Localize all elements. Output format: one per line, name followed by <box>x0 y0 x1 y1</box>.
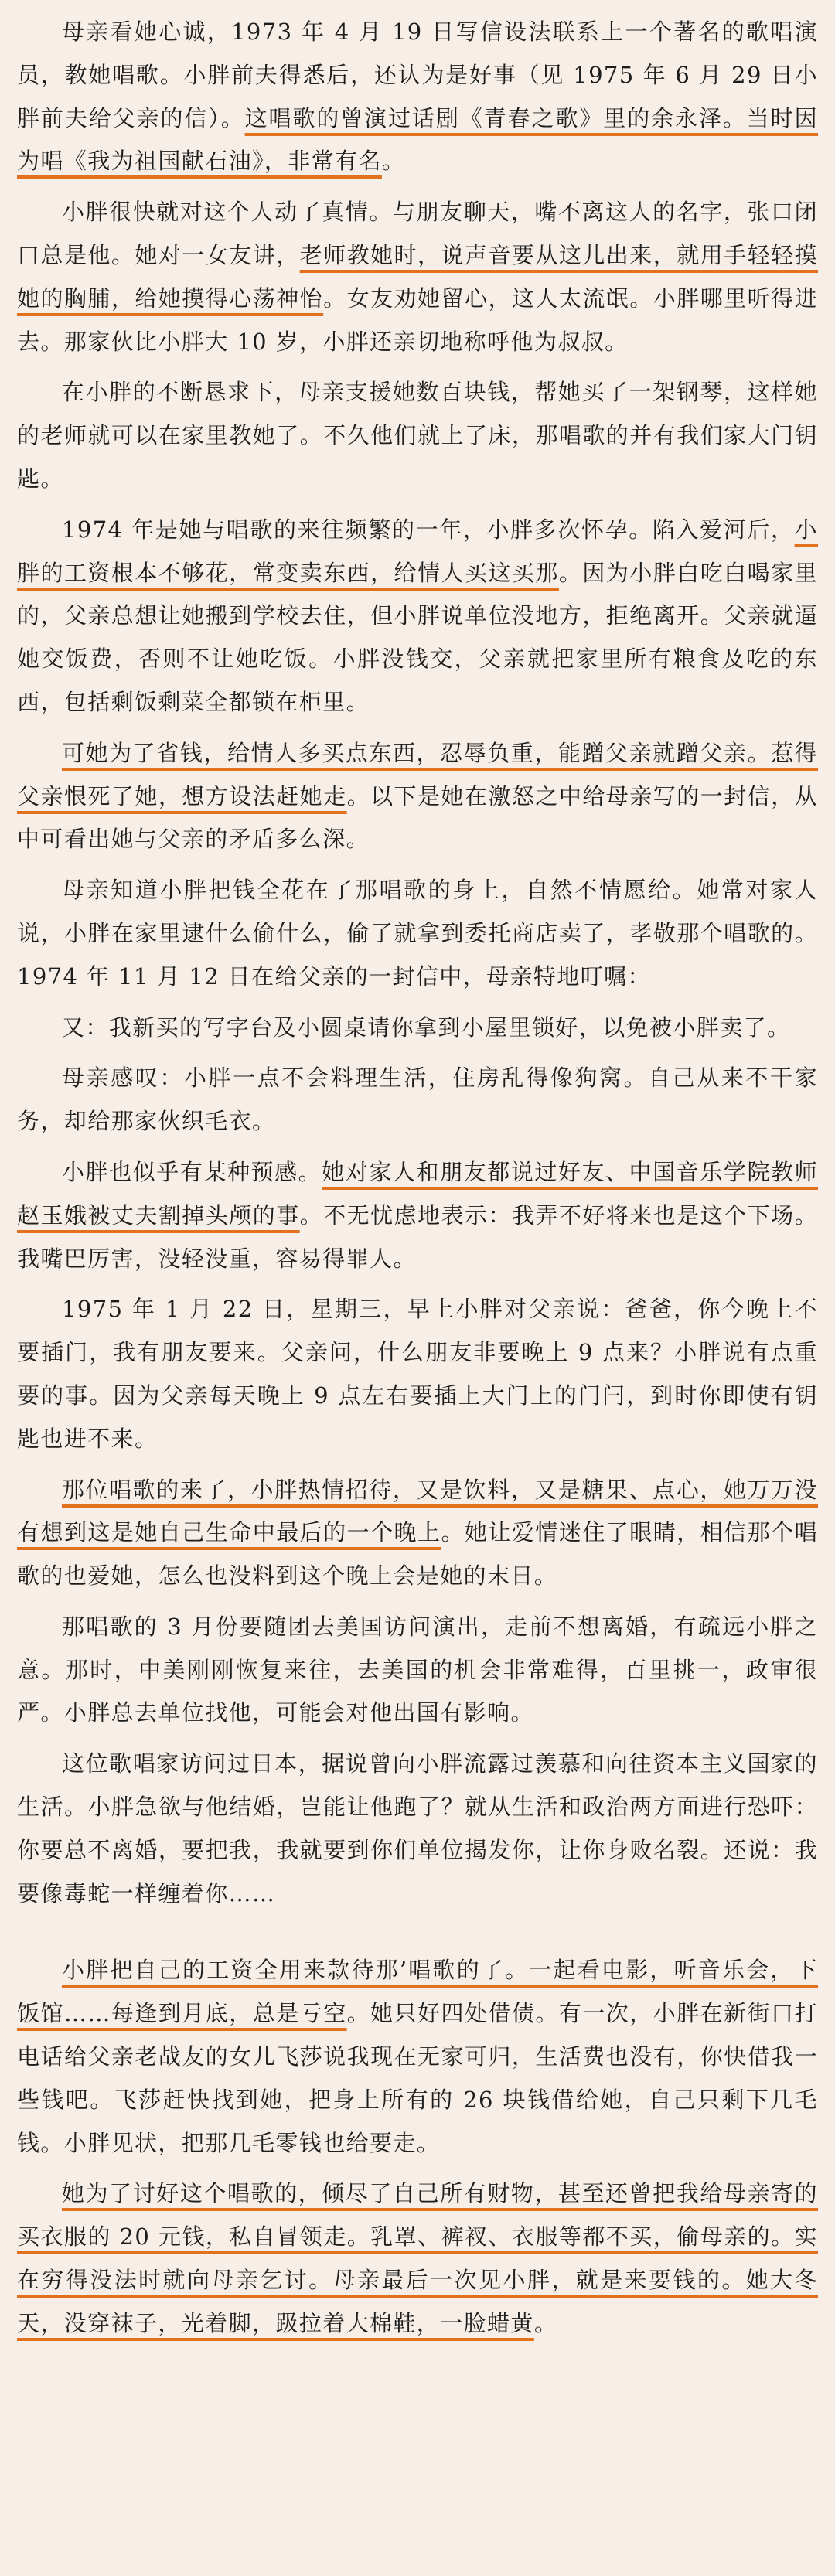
paragraph-text: 1974 年是她与唱歌的来往频繁的一年，小胖多次怀孕。陷入爱河后， <box>62 516 795 543</box>
paragraph-11 <box>17 1469 818 1598</box>
paragraph-text: 小胖也似乎有某种预感。 <box>62 1158 322 1185</box>
highlighted-sentence: 老师教她时，说声音要从这儿出来，就用手轻轻摸她的胸脯，给她摸得心荡神怡 <box>17 241 818 312</box>
highlighted-sentence: 那位唱歌的来了，小胖热情招待，又是饮料，又是糖果、点心，她万万没有想到这是她自己生命中最后的一个晚上 <box>17 1476 818 1546</box>
paragraph-7 <box>17 1007 818 1050</box>
paragraph-text: 。不无忧虑地表示：我弄不好将来也是这个下场。我嘴巴厉害，没轻没重，容易得罪人。 <box>17 1201 818 1272</box>
paragraph-text: 母亲知道小胖把钱全花在了那唱歌的身上，自然不情愿给。她常对家人说，小胖在家里逮什么偷什么，偷了就拿到委托商店卖了，孝敬那个唱歌的。1974 年 11 月 12 日在给父亲的一封信中，母亲特地叮嘱： <box>17 877 818 990</box>
paragraph-9 <box>17 1151 818 1280</box>
highlighted-sentence: 小胖把自己的工资全用来款待那’唱歌的了。一起看电影，听音乐会，下饭馆……每逢到月底，总是亏空 <box>17 1957 818 2027</box>
highlighted-sentence: 她为了讨好这个唱歌的，倾尽了自己所有财物，甚至还曾把我给母亲寄的买衣服的 20 元钱，私自冒领走。乳罩、裤衩、衣服等都不买，偷母亲的。实在穷得没法时就向母亲乞讨。母亲最后一次见小胖，就是来要钱的。她大冬天，没穿袜子，光着脚，趿拉着大棉鞋，一脸蜡黄 <box>17 2180 818 2336</box>
paragraph-12 <box>17 1606 818 1735</box>
highlighted-sentence: 小胖的工资根本不够花，常变卖东西，给情人买这买那 <box>17 516 818 586</box>
paragraph-text: 。 <box>381 148 406 175</box>
highlighted-sentence: 她对家人和朋友都说过好友、中国音乐学院教师赵玉娥被丈夫割掉头颅的事 <box>17 1158 818 1228</box>
paragraph-text: 母亲感叹：小胖一点不会料理生活，住房乱得像狗窝。自己从来不干家务，却给那家伙织毛衣。 <box>17 1065 818 1135</box>
paragraph-6 <box>17 869 818 998</box>
paragraph-3 <box>17 371 818 500</box>
paragraph-10 <box>17 1288 818 1460</box>
paragraph-text: 。女友劝她留心，这人太流氓。小胖哪里听得进去。那家伙比小胖大 10 岁，小胖还亲切地称呼他为叔叔。 <box>17 285 819 355</box>
paragraph-1 <box>17 11 818 183</box>
paragraph-text: 。以下是她在激怒之中给母亲写的一封信，从中可看出她与父亲的矛盾多么深。 <box>17 782 818 853</box>
paragraph-text: 。因为小胖白吃白喝家里的，父亲总想让她搬到学校去住，但小胖说单位没地方，拒绝离开。父亲就逼她交饭费，否则不让她吃饭。小胖没钱交，父亲就把家里所有粮食及吃的东西，包括剩饭剩菜全都锁在柜里。 <box>17 559 819 715</box>
paragraph-4 <box>17 509 818 724</box>
paragraph-text: 这位歌唱家访问过日本，据说曾向小胖流露过羡慕和向往资本主义国家的生活。小胖急欲与他结婚，岂能让他跑了？就从生活和政治两方面进行恐吓：你要总不离婚，要把我，我就要到你们单位揭发你，让你身败名裂。还说：我要像毒蛇一样缠着你…… <box>17 1750 818 1906</box>
paragraph-5 <box>17 732 818 861</box>
paragraph-text: 1975 年 1 月 22 日，星期三，早上小胖对父亲说：爸爸，你今晚上不要插门，我有朋友要来。父亲问，什么朋友非要晚上 9 点来？小胖说有点重要的事。因为父亲每天晚上 9 点左右要插上大门上的门闩，到时你即使有钥匙也进不来。 <box>17 1296 818 1452</box>
highlighted-sentence: 这唱歌的曾演过话剧《青春之歌》里的余永泽。当时因为唱《我为祖国献石油》，非常有名 <box>17 104 818 175</box>
paragraph-14 <box>17 1949 818 2165</box>
paragraph-text: 。她让爱情迷住了眼睛，相信那个唱歌的也爱她，怎么也没料到这个晚上会是她的末日。 <box>17 1519 819 1590</box>
highlighted-sentence: 可她为了省钱，给情人多买点东西，忍辱负重，能蹭父亲就蹭父亲。惹得父亲恨死了她，想方设法赶她走 <box>17 739 818 809</box>
paragraph-text: 母亲看她心诚，1973 年 4 月 19 日写信设法联系上一个著名的歌唱演员，教她唱歌。小胖前夫得悉后，还认为是好事（见 1975 年 6 月 29 日小胖前夫给父亲的信）。 <box>17 19 818 131</box>
paragraph-8 <box>17 1057 818 1143</box>
paragraph-text: 。她只好四处借债。有一次，小胖在新街口打电话给父亲老战友的女儿飞莎说我现在无家可归，生活费也没有，你快借我一些钱吧。飞莎赶快找到她，把身上所有的 26 块钱借给她，自己只剩下几毛钱。小胖见状，把那几毛零钱也给要走。 <box>17 2000 818 2156</box>
paragraph-text: 。 <box>533 2309 558 2336</box>
paragraph-text: 又：我新买的写字台及小圆桌请你拿到小屋里锁好，以免被小胖卖了。 <box>62 1014 791 1041</box>
paragraph-text: 在小胖的不断恳求下，母亲支援她数百块钱，帮她买了一架钢琴，这样她的老师就可以在家里教她了。不久他们就上了床，那唱歌的并有我们家大门钥匙。 <box>17 379 818 492</box>
paragraph-2 <box>17 191 818 363</box>
paragraph-13 <box>17 1743 818 1915</box>
paragraph-text: 小胖很快就对这个人动了真情。与朋友聊天，嘴不离这人的名字，张口闭口总是他。她对一女友讲， <box>17 199 818 268</box>
paragraph-15 <box>17 2172 818 2345</box>
paragraph-text: 那唱歌的 3 月份要随团去美国访问演出，走前不想离婚，有疏远小胖之意。那时，中美刚刚恢复来往，去美国的机会非常难得，百里挑一，政审很严。小胖总去单位找他，可能会对他出国有影响。 <box>17 1613 818 1726</box>
